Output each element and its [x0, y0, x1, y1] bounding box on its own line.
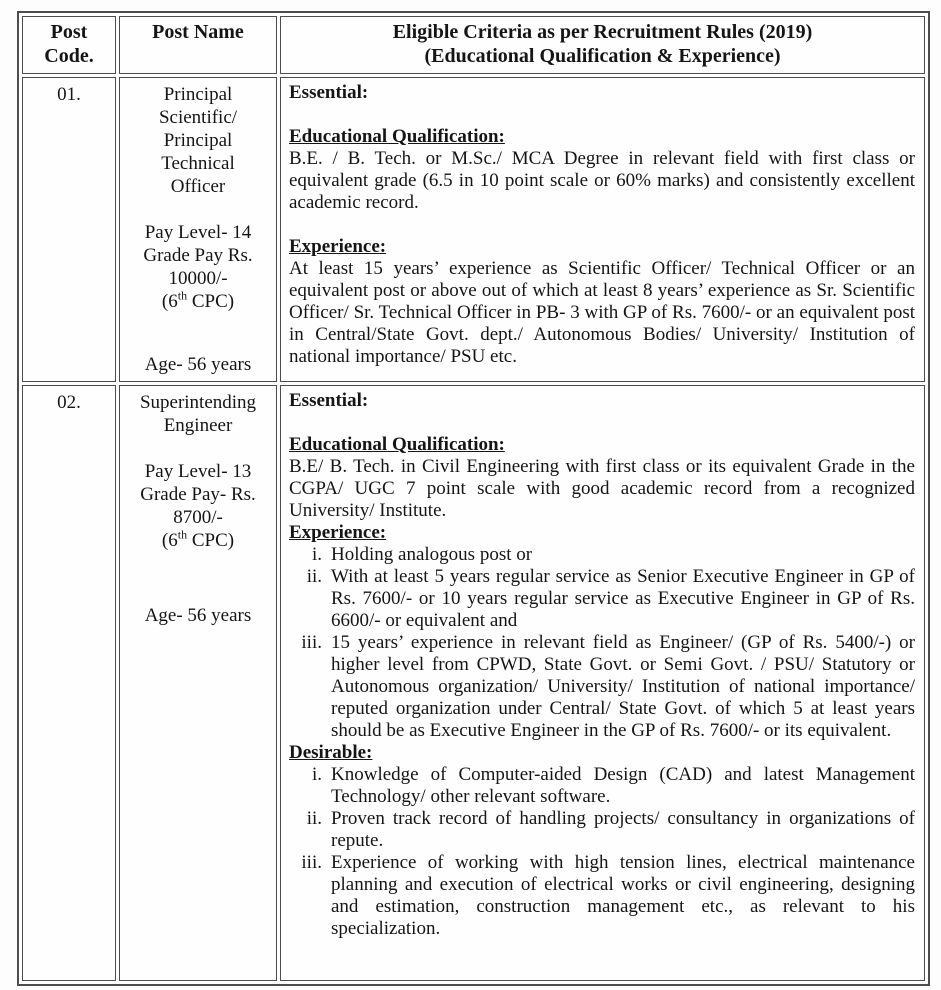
post-name-cell	[119, 385, 277, 981]
desirable-list-item	[289, 764, 915, 808]
cpc-open: (6	[161, 530, 178, 551]
desirable-list-item	[289, 808, 915, 852]
criteria-cell	[280, 385, 925, 981]
list-item-text: Experience of working with high tension lines, electrical maintenance planning and execution of electrical works or civil engineering, designing and estimation, construction management etc., as relevant to his specialization.	[331, 852, 915, 939]
blank-line	[289, 104, 915, 126]
list-item-text: With at least 5 years regular service as Senior Executive Engineer in GP of Rs. 7600/- or 10 years regular service as Executive Engineer in GP of Rs. 6600/- or equivalent and	[331, 566, 915, 631]
header-criteria-line: (Educational Qualification & Experience)	[424, 45, 781, 67]
experience-list-item	[289, 632, 915, 742]
criteria-cell	[280, 77, 925, 382]
experience-label: Experience:	[289, 236, 387, 257]
essential-label: Essential:	[289, 82, 369, 103]
educational-qualification-label: Educational Qualification:	[289, 434, 505, 455]
age-line: Age- 56 years	[144, 605, 252, 626]
cpc-ordinal: th	[177, 288, 188, 303]
blank-line	[289, 214, 915, 236]
post-name-line: Principal	[163, 84, 233, 105]
pay-line: Pay Level- 14	[144, 222, 252, 243]
pay-block	[124, 221, 272, 313]
post-name-line: Officer	[170, 176, 226, 197]
pay-line: Grade Pay Rs.	[143, 245, 253, 266]
age-line: Age- 56 years	[144, 354, 252, 375]
table-header-row	[22, 16, 925, 74]
experience-text: At least 15 years’ experience as Scientific Officer/ Technical Officer or an equivalent post or above out of which at least 8 years’ experience as Sr. Scientific Officer/ Sr. Technical Officer in PB- 3 with GP of Rs. 7600/- or an equivalent post in Central/State Govt. dept./ Autonomous Bodies/ University/ Institution of national importance/ PSU etc.	[289, 258, 915, 367]
pay-line: 10000/-	[168, 268, 228, 289]
list-item-text: Proven track record of handling projects/ consultancy in organizations of repute.	[331, 808, 915, 851]
header-post-code-line: Code.	[44, 45, 94, 67]
cpc-close: CPC)	[187, 530, 235, 551]
desirable-label: Desirable:	[289, 742, 373, 763]
experience-list-item	[289, 544, 915, 566]
list-marker: iii.	[301, 852, 322, 873]
header-post-code	[22, 16, 116, 74]
pay-block	[124, 460, 272, 552]
list-marker: iii.	[301, 632, 322, 653]
recruitment-criteria-table	[17, 11, 930, 986]
table-row-post-01	[22, 77, 925, 382]
post-name-line: Engineer	[163, 415, 233, 436]
header-post-code-line: Post	[50, 21, 88, 43]
cpc-open: (6	[161, 291, 178, 312]
list-item-text: Knowledge of Computer-aided Design (CAD) and latest Management Technology/ other relevant software.	[331, 764, 915, 807]
post-code-cell: 01.	[22, 77, 116, 382]
pay-line: 8700/-	[173, 507, 223, 528]
post-code-cell: 02.	[22, 385, 116, 981]
list-marker: ii.	[306, 808, 322, 829]
post-name-cell	[119, 77, 277, 382]
pay-line: Grade Pay- Rs.	[140, 484, 256, 505]
header-eligible-criteria	[280, 16, 925, 74]
blank-line	[289, 412, 915, 434]
experience-list-item	[289, 566, 915, 632]
list-item-text: 15 years’ experience in relevant field as Engineer/ (GP of Rs. 5400/-) or higher level from CPWD, State Govt. or Semi Govt. / PSU/ Statutory or Autonomous organization/ University/ Institution of national importance/ reputed organization under Central/ State Govt. of which 5 at least years should be as Executive Engineer in the GP of Rs. 7600/- or its equivalent.	[331, 632, 915, 741]
header-criteria-line: Eligible Criteria as per Recruitment Rules (2019)	[392, 21, 813, 43]
educational-qualification-text: B.E. / B. Tech. or M.Sc./ MCA Degree in relevant field with first class or equivalent grade (6.5 in 10 point scale or 60% marks) and consistently excellent academic record.	[289, 148, 915, 213]
essential-label: Essential:	[289, 390, 369, 411]
list-marker: ii.	[306, 566, 322, 587]
pay-line: Pay Level- 13	[144, 461, 252, 482]
educational-qualification-text: B.E/ B. Tech. in Civil Engineering with first class or its equivalent Grade in the CGPA/ UGC 7 point scale with good academic record from a recognized University/ Institute.	[289, 456, 915, 521]
list-item-text: Holding analogous post or	[331, 544, 533, 565]
educational-qualification-label: Educational Qualification:	[289, 126, 505, 147]
table-row-post-02	[22, 385, 925, 981]
post-name-line: Scientific/	[158, 107, 238, 128]
post-name-line: Technical	[161, 153, 235, 174]
header-post-name: Post Name	[119, 16, 277, 74]
post-name-line: Superintending	[139, 392, 257, 413]
experience-label: Experience:	[289, 522, 387, 543]
cpc-ordinal: th	[177, 527, 188, 542]
list-marker: i.	[311, 764, 322, 785]
cpc-close: CPC)	[187, 291, 235, 312]
cpc-line	[124, 529, 272, 552]
post-name-line: Principal	[163, 130, 233, 151]
cpc-line	[124, 290, 272, 313]
list-marker: i.	[311, 544, 322, 565]
desirable-list-item	[289, 852, 915, 940]
